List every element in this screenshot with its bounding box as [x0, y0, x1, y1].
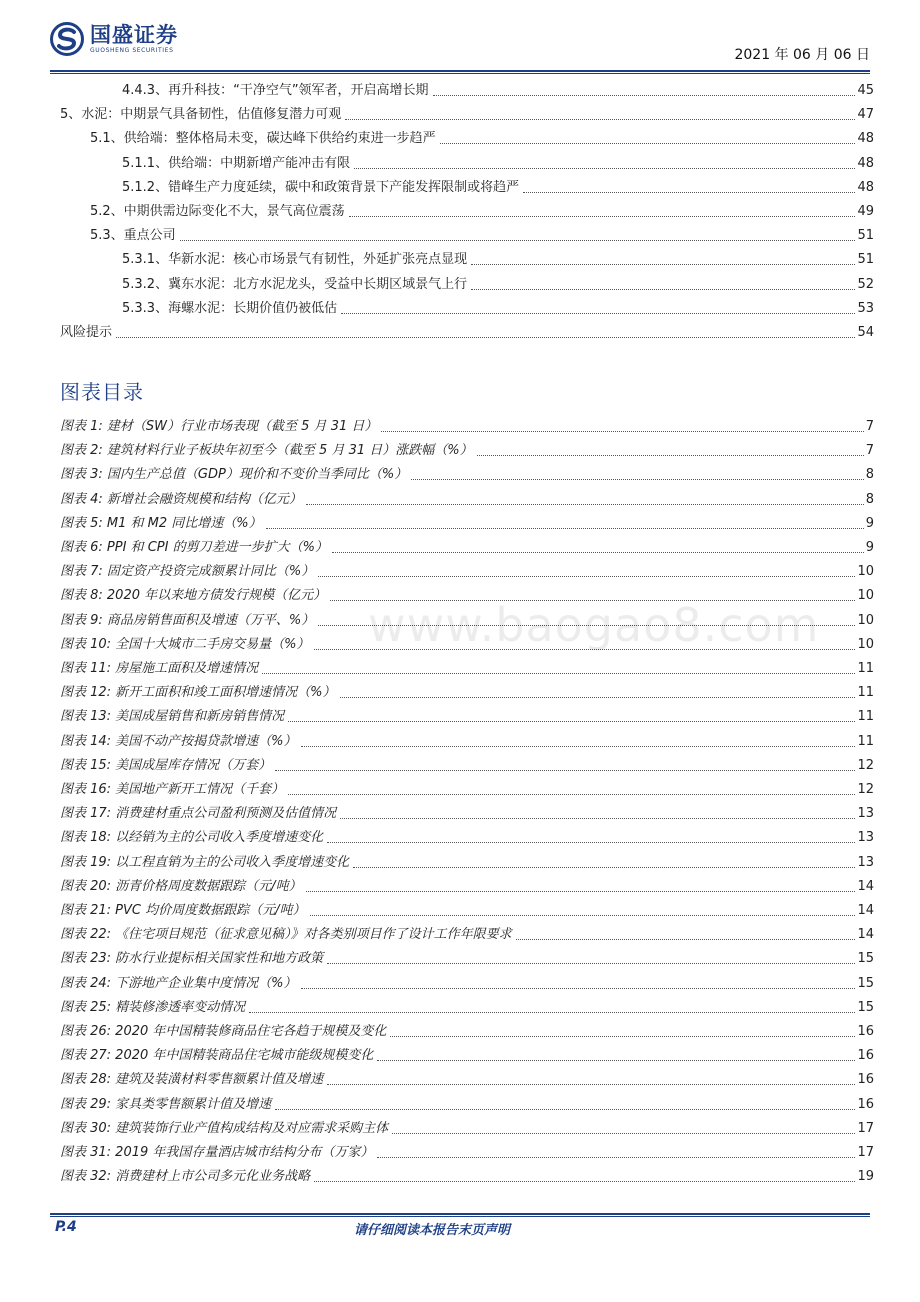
figure-entry-title: 图表 5: M1 和 M2 同比增速（%） [60, 515, 262, 531]
figure-leader-dots [477, 455, 864, 456]
figure-entry-page: 11 [857, 733, 874, 749]
figure-entry-title: 图表 17: 消费建材重点公司盈利预测及估值情况 [60, 806, 337, 822]
toc-entry-title: 5.3.3、海螺水泥：长期价值仍被低估 [122, 300, 338, 316]
toc-entry-page: 54 [857, 325, 874, 340]
figure-entry-title: 图表 11: 房屋施工面积及增速情况 [60, 661, 259, 676]
watermark-text: www.baogao8.com [368, 598, 820, 652]
figure-leader-dots [318, 576, 855, 577]
toc-entry-title: 5.3.2、冀东水泥：北方水泥龙头，受益中长期区域景气上行 [122, 276, 468, 292]
figure-entry-page: 10 [857, 612, 874, 628]
figure-entry-page: 11 [857, 661, 874, 676]
figure-entry[interactable] [60, 1142, 874, 1162]
figure-entry-page: 10 [857, 564, 874, 580]
figure-entry-title: 图表 25: 精装修渗透率变动情况 [60, 999, 246, 1015]
figure-entry-page: 10 [857, 588, 874, 604]
toc-entry-page: 53 [857, 300, 874, 316]
figure-entry-title: 图表 27: 2020 年中国精装商品住宅城市能级规模变化 [60, 1048, 374, 1064]
figure-leader-dots [310, 915, 856, 916]
figure-entry-title: 图表 14: 美国不动产按揭贷款增速（%） [60, 733, 297, 749]
toc-entry-page: 45 [857, 83, 874, 98]
figure-leader-dots [381, 431, 863, 432]
toc-entry-page: 48 [857, 179, 874, 195]
toc-entry[interactable] [90, 201, 874, 221]
figure-entry-page: 10 [857, 636, 874, 652]
figure-entry-page: 15 [857, 951, 874, 967]
toc-entry-title: 风险提示 [60, 325, 113, 340]
toc-entry-page: 48 [857, 131, 874, 147]
toc-entry-title: 5.1、供给端：整体格局未变，碳达峰下供给约束进一步趋严 [90, 131, 436, 147]
figure-entry-page: 15 [857, 975, 874, 991]
figure-entry-page: 19 [857, 1169, 874, 1185]
figure-entry-title: 图表 13: 美国成屋销售和新房销售情况 [60, 709, 285, 725]
figure-entry-title: 图表 1: 建材（SW）行业市场表现（截至 5 月 31 日） [60, 419, 378, 434]
toc-entry-title: 5.1.1、供给端：中期新增产能冲击有限 [122, 155, 351, 171]
figure-entry-title: 图表 4: 新增社会融资规模和结构（亿元） [60, 491, 302, 507]
figure-leader-dots [411, 479, 864, 480]
figure-entry-title: 图表 9: 商品房销售面积及增速（万平、%） [60, 612, 315, 628]
figure-leader-dots [275, 1109, 855, 1110]
figure-entry-title: 图表 29: 家具类零售额累计值及增速 [60, 1096, 272, 1112]
figure-entry-title: 图表 24: 下游地产企业集中度情况（%） [60, 975, 297, 991]
figure-leader-dots [390, 1036, 855, 1037]
figure-entry-page: 7 [865, 419, 874, 434]
figure-leader-dots [353, 867, 855, 868]
toc-entry[interactable] [122, 80, 874, 100]
figure-leader-dots [262, 673, 855, 674]
figure-entry-page: 14 [857, 927, 874, 943]
figure-entry-page: 11 [857, 709, 874, 725]
figure-entry-title: 图表 10: 全国十大城市二手房交易量（%） [60, 636, 310, 652]
figure-entry[interactable] [60, 1021, 874, 1041]
toc-entry-title: 5.2、中期供需边际变化不大，景气高位震荡 [90, 204, 345, 219]
figure-entry-title: 图表 12: 新开工面积和竣工面积增速情况（%） [60, 685, 336, 701]
figure-entry-page: 8 [865, 491, 874, 507]
figure-entry-title: 图表 7: 固定资产投资完成额累计同比（%） [60, 564, 315, 580]
footer-divider [50, 1213, 870, 1215]
toc-leader-dots [523, 192, 855, 193]
figure-entry-title: 图表 22: 《住宅项目规范（征求意见稿）》对各类别项目作了设计工作年限要求 [60, 927, 512, 943]
figure-entry-title: 图表 28: 建筑及装潢材料零售额累计值及增速 [60, 1072, 324, 1088]
guosheng-logo-icon [50, 22, 84, 56]
figure-entry-page: 16 [857, 1048, 874, 1064]
figure-entry-page: 15 [857, 999, 874, 1015]
footer-disclaimer: 请仔细阅读本报告末页声明 [354, 1223, 511, 1238]
figure-entry[interactable] [60, 416, 874, 436]
toc-entry-title: 5.3.1、华新水泥：核心市场景气有韧性，外延扩张亮点显现 [122, 252, 468, 268]
figure-entry[interactable] [60, 876, 874, 896]
figure-entry-title: 图表 21: PVC 均价周度数据跟踪（元/吨） [60, 903, 306, 918]
figure-leader-dots [340, 818, 855, 819]
figure-leader-dots [327, 963, 855, 964]
figure-entry[interactable] [60, 658, 874, 678]
figure-entry-page: 13 [857, 806, 874, 822]
figure-entry[interactable] [60, 561, 874, 581]
figure-entry-title: 图表 15: 美国成屋库存情况（万套） [60, 757, 272, 773]
toc-leader-dots [471, 264, 855, 265]
footer-divider-thin [50, 1216, 870, 1217]
figure-leader-dots [377, 1157, 855, 1158]
figure-entry[interactable] [60, 489, 874, 509]
figure-leader-dots [306, 891, 856, 892]
figure-leader-dots [327, 1084, 855, 1085]
toc-leader-dots [349, 216, 856, 217]
figure-entry-page: 12 [857, 757, 874, 773]
figure-entry[interactable] [60, 827, 874, 847]
toc-entry[interactable] [60, 322, 874, 342]
toc-entry-page: 51 [857, 228, 874, 244]
figure-entry-title: 图表 16: 美国地产新开工情况（千套） [60, 782, 285, 797]
figure-entry[interactable] [60, 1094, 874, 1114]
figure-leader-dots [288, 794, 855, 795]
figure-entry-page: 17 [857, 1120, 874, 1136]
toc-entry[interactable] [122, 249, 874, 269]
figure-entry-page: 13 [857, 854, 874, 870]
figure-entry-page: 12 [857, 782, 874, 797]
figure-entry[interactable] [60, 755, 874, 775]
figure-leader-dots [306, 504, 864, 505]
toc-leader-dots [345, 119, 855, 120]
logo-chinese-name: 国盛证券 [90, 23, 178, 47]
figure-leader-dots [516, 939, 856, 940]
page-header [50, 22, 870, 70]
figure-leader-dots [332, 552, 864, 553]
toc-entry-page: 48 [857, 155, 874, 171]
figure-leader-dots [301, 746, 856, 747]
toc-leader-dots [354, 168, 855, 169]
toc-entry-page: 52 [857, 276, 874, 292]
figure-leader-dots [392, 1133, 855, 1134]
figure-entry-title: 图表 32: 消费建材上市公司多元化业务战略 [60, 1169, 311, 1185]
figure-entry[interactable] [60, 464, 874, 484]
figure-leader-dots [249, 1012, 855, 1013]
header-divider-thin [50, 73, 870, 74]
figure-entry[interactable] [60, 537, 874, 557]
figure-entry-page: 14 [857, 903, 874, 918]
figure-entry[interactable] [60, 900, 874, 920]
figure-leader-dots [377, 1060, 855, 1061]
figure-entry-title: 图表 20: 沥青价格周度数据跟踪（元/吨） [60, 878, 302, 894]
figure-entry[interactable] [60, 1166, 874, 1186]
report-date: 2021 年 06 月 06 日 [734, 47, 870, 63]
figure-entry-title: 图表 31: 2019 年我国存量酒店城市结构分布（万家） [60, 1145, 374, 1160]
figure-leader-dots [266, 528, 864, 529]
figure-entry-page: 9 [865, 515, 874, 531]
figure-entry[interactable] [60, 1118, 874, 1138]
figure-entry[interactable] [60, 1069, 874, 1089]
figure-entry-title: 图表 19: 以工程直销为主的公司收入季度增速变化 [60, 854, 350, 870]
figure-entry[interactable] [60, 852, 874, 872]
figure-entry[interactable] [60, 731, 874, 751]
figure-entry-page: 17 [857, 1145, 874, 1160]
toc-entry[interactable] [90, 225, 874, 245]
figure-entry-page: 16 [857, 1096, 874, 1112]
figure-leader-dots [288, 721, 855, 722]
figure-leader-dots [275, 770, 855, 771]
figure-entry[interactable] [60, 779, 874, 799]
toc-entry[interactable] [122, 298, 874, 318]
figure-entry-page: 11 [857, 685, 874, 701]
figure-entry[interactable] [60, 973, 874, 993]
figure-entry-page: 8 [865, 467, 874, 483]
figure-entry-title: 图表 3: 国内生产总值（GDP）现价和不变价当季同比（%） [60, 467, 408, 483]
toc-entry[interactable] [122, 274, 874, 294]
company-logo [50, 22, 178, 56]
toc-leader-dots [180, 240, 856, 241]
header-divider [50, 70, 870, 72]
toc-leader-dots [341, 313, 855, 314]
toc-leader-dots [433, 95, 856, 96]
figures-section-title: 图表目录 [60, 380, 144, 404]
toc-entry[interactable] [60, 104, 874, 124]
toc-entry-title: 5、水泥：中期景气具备韧性，估值修复潜力可观 [60, 107, 342, 123]
figure-leader-dots [340, 697, 856, 698]
page-number: P.4 [55, 1219, 77, 1235]
toc-entry-title: 5.1.2、错峰生产力度延续，碳中和政策背景下产能发挥限制或将趋严 [122, 179, 520, 195]
figure-entry-title: 图表 18: 以经销为主的公司收入季度增速变化 [60, 830, 324, 846]
figure-entry[interactable] [60, 803, 874, 823]
toc-entry[interactable] [122, 177, 874, 197]
figure-entry-page: 14 [857, 878, 874, 894]
toc-entry[interactable] [90, 128, 874, 148]
toc-entry-title: 5.3、重点公司 [90, 228, 176, 244]
figure-entry-page: 16 [857, 1072, 874, 1088]
figure-entry[interactable] [60, 948, 874, 968]
figure-entry-title: 图表 23: 防水行业提标相关国家性和地方政策 [60, 951, 324, 967]
figure-entry-title: 图表 26: 2020 年中国精装修商品住宅各趋于规模及变化 [60, 1024, 387, 1039]
toc-leader-dots [116, 337, 855, 338]
figure-entry-page: 7 [865, 443, 874, 459]
toc-leader-dots [440, 143, 856, 144]
figure-entry-title: 图表 8: 2020 年以来地方债发行规模（亿元） [60, 588, 327, 604]
figure-entry[interactable] [60, 706, 874, 726]
figure-entry[interactable] [60, 440, 874, 460]
figure-entry[interactable] [60, 924, 874, 944]
figure-entry-title: 图表 30: 建筑装饰行业产值构成结构及对应需求采购主体 [60, 1120, 389, 1136]
figure-leader-dots [301, 988, 856, 989]
figure-entry-title: 图表 2: 建筑材料行业子板块年初至今（截至 5 月 31 日）涨跌幅（%） [60, 443, 473, 459]
figure-leader-dots [314, 1181, 855, 1182]
toc-entry-page: 51 [857, 252, 874, 268]
figure-entry[interactable] [60, 682, 874, 702]
figure-entry-page: 13 [857, 830, 874, 846]
toc-entry[interactable] [122, 153, 874, 173]
figure-leader-dots [327, 842, 855, 843]
figure-entry[interactable] [60, 1045, 874, 1065]
figure-entry-title: 图表 6: PPI 和 CPI 的剪刀差进一步扩大（%） [60, 540, 328, 555]
toc-entry-title: 4.4.3、再升科技：“干净空气”领军者，开启高增长期 [122, 83, 429, 98]
figure-entry-page: 16 [857, 1024, 874, 1039]
toc-entry-page: 49 [857, 204, 874, 219]
figure-entry[interactable] [60, 997, 874, 1017]
toc-entry-page: 47 [857, 107, 874, 123]
figure-entry[interactable] [60, 513, 874, 533]
logo-english-name: GUOSHENG SECURITIES [90, 47, 174, 54]
figure-entry-page: 9 [865, 540, 874, 555]
toc-leader-dots [471, 289, 855, 290]
